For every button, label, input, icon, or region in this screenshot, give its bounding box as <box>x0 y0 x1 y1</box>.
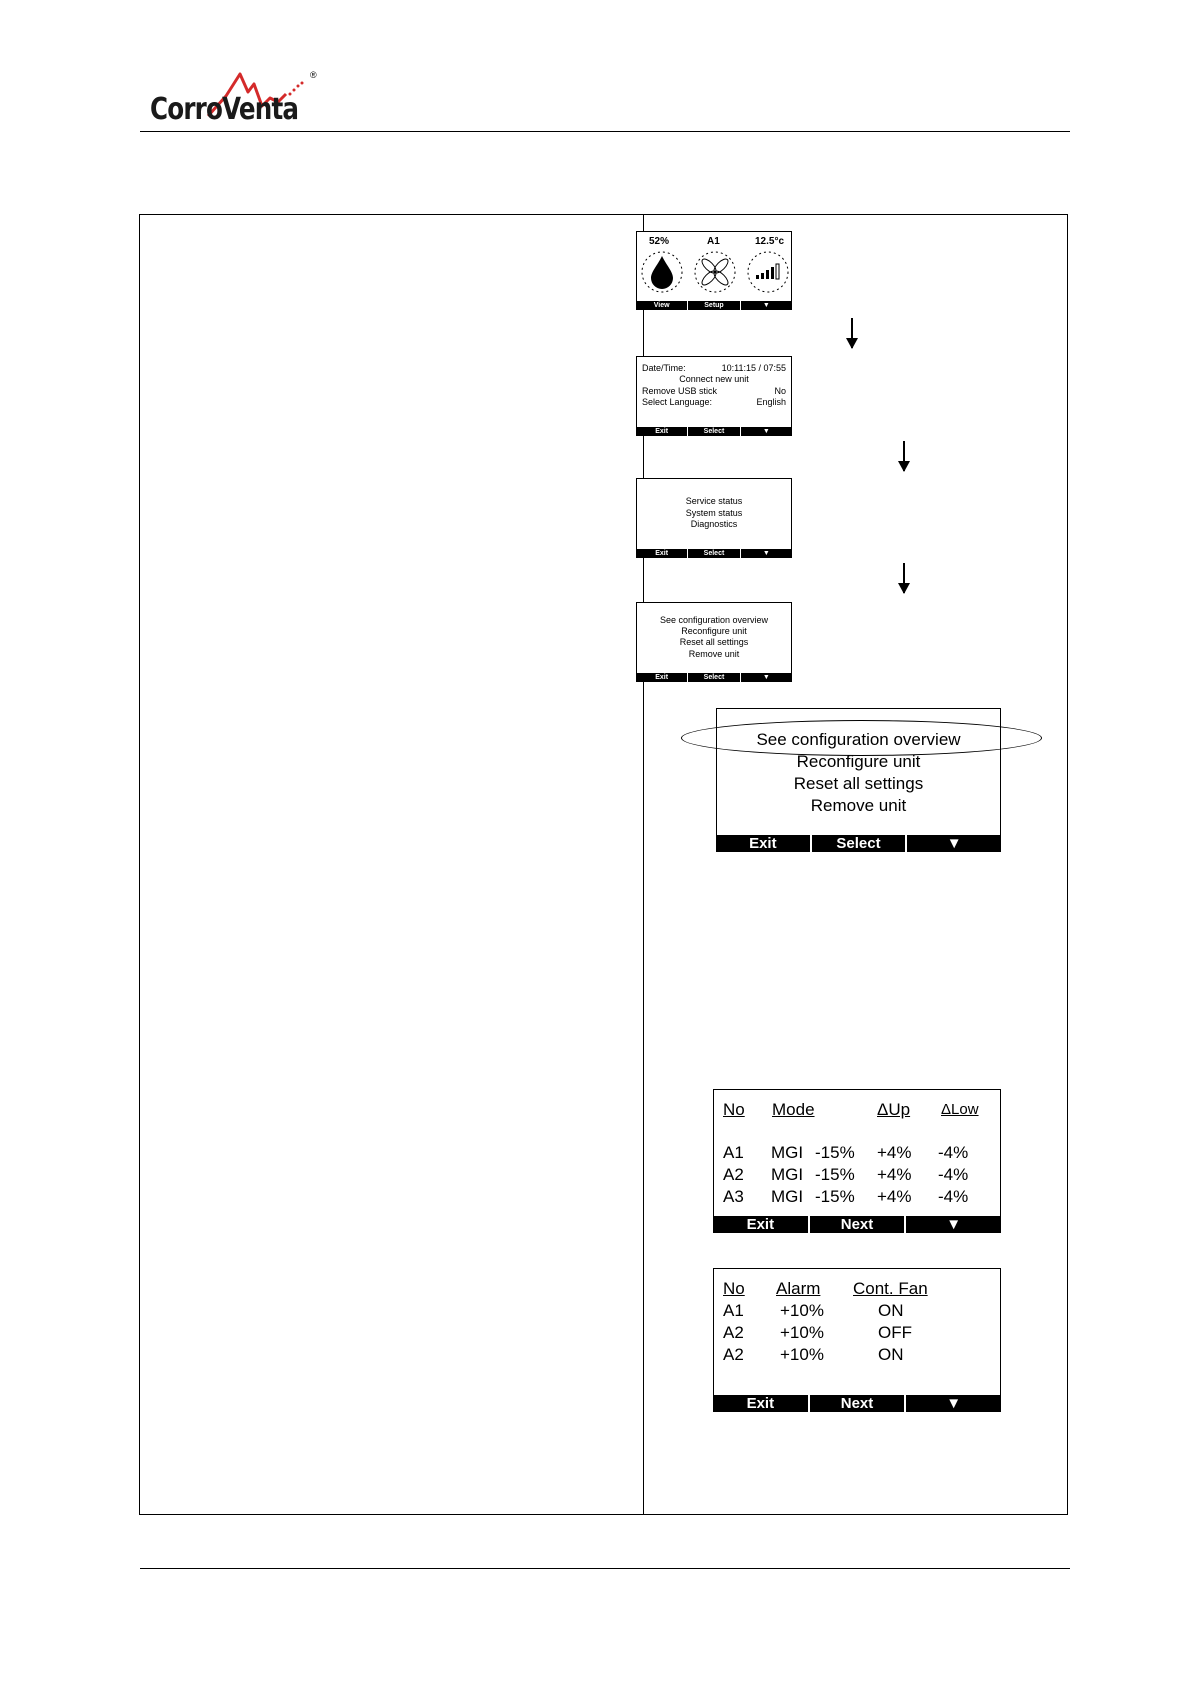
select-button[interactable]: Select <box>812 835 908 852</box>
softkey-bar <box>716 835 1001 852</box>
flow-arrow <box>903 563 905 593</box>
configuration-overview-screen-2 <box>713 1268 1001 1412</box>
mode-value: MGI <box>771 1165 804 1184</box>
flow-arrow <box>903 441 905 471</box>
row-label: Date/Time: <box>642 363 686 373</box>
alarm-value: +10% <box>780 1323 824 1342</box>
delta-up-value: +4% <box>877 1165 912 1184</box>
logo-text: CorroVenta <box>150 92 299 127</box>
column-header-delta-up: ΔUp <box>877 1100 911 1119</box>
see-configuration-item[interactable]: See configuration overview <box>659 615 769 625</box>
humidity-value: 52% <box>649 236 670 247</box>
configuration-overview-screen-1 <box>713 1089 1001 1233</box>
temperature-value: 12.5°c <box>755 236 785 247</box>
view-button[interactable]: View <box>636 301 688 310</box>
delta-low-value: -4% <box>938 1187 969 1206</box>
down-arrow-button[interactable]: ▼ <box>946 1395 962 1412</box>
mode-value: MGI <box>771 1143 804 1162</box>
cont-fan-value: ON <box>878 1345 904 1364</box>
exit-button[interactable]: Exit <box>636 549 688 558</box>
remove-unit-item[interactable]: Remove unit <box>688 649 740 659</box>
exit-button[interactable]: Exit <box>636 673 688 682</box>
column-header-delta-low: ΔLow <box>941 1101 979 1118</box>
unit-id: A2 <box>723 1165 744 1184</box>
mode-offset: -15% <box>815 1187 855 1206</box>
status-menu-screen <box>636 478 792 558</box>
see-configuration-item[interactable]: See configuration overview <box>756 730 961 749</box>
delta-low-value: -4% <box>938 1143 969 1162</box>
fan-icon <box>695 252 735 292</box>
remove-usb-row[interactable] <box>642 386 786 397</box>
exit-button[interactable]: Exit <box>713 1216 810 1233</box>
next-button[interactable]: Next <box>810 1395 907 1412</box>
droplet-icon <box>642 252 682 292</box>
unit-id: A2 <box>723 1345 744 1364</box>
reconfigure-unit-item[interactable]: Reconfigure unit <box>796 752 921 771</box>
corroventa-logo <box>150 66 325 134</box>
down-arrow-button[interactable]: ▼ <box>762 302 770 309</box>
column-header-no: No <box>723 1100 745 1119</box>
reset-settings-item[interactable]: Reset all settings <box>679 637 749 647</box>
unit-value: A1 <box>707 236 720 247</box>
row-value: 10:11:15 / 07:55 <box>721 363 786 373</box>
mode-offset: -15% <box>815 1165 855 1184</box>
softkey-bar <box>636 301 792 310</box>
softkey-bar <box>636 673 792 682</box>
softkey-bar <box>636 427 792 436</box>
down-arrow-button[interactable]: ▼ <box>762 550 770 557</box>
row-value: No <box>774 386 786 396</box>
datetime-row <box>642 363 786 374</box>
cont-fan-value: ON <box>878 1301 904 1320</box>
mode-value: MGI <box>771 1187 804 1206</box>
status-icons <box>637 248 793 298</box>
connect-new-unit-item[interactable]: Connect new unit <box>679 374 749 384</box>
delta-low-value: -4% <box>938 1165 969 1184</box>
softkey-bar <box>713 1395 1001 1412</box>
setup-button[interactable]: Setup <box>688 301 740 310</box>
unit-id: A1 <box>723 1301 744 1320</box>
system-status-item[interactable]: System status <box>685 508 743 518</box>
language-row[interactable] <box>642 397 786 408</box>
highlight-ellipse <box>681 720 1042 756</box>
footer-rule <box>140 1568 1070 1569</box>
select-button[interactable]: Select <box>688 673 740 682</box>
down-arrow-button[interactable]: ▼ <box>762 428 770 435</box>
service-status-item[interactable]: Service status <box>685 496 743 506</box>
unit-id: A2 <box>723 1323 744 1342</box>
softkey-bar <box>713 1216 1001 1233</box>
down-arrow-button[interactable]: ▼ <box>946 1216 962 1233</box>
column-header-alarm: Alarm <box>776 1279 821 1298</box>
alarm-value: +10% <box>780 1301 824 1320</box>
remove-unit-item[interactable]: Remove unit <box>810 796 907 815</box>
header-rule <box>140 131 1070 132</box>
reconfigure-unit-item[interactable]: Reconfigure unit <box>681 626 747 636</box>
exit-button[interactable]: Exit <box>716 835 812 852</box>
column-header-cont-fan: Cont. Fan <box>853 1279 928 1298</box>
alarm-value: +10% <box>780 1345 824 1364</box>
mode-offset: -15% <box>815 1143 855 1162</box>
down-arrow-button[interactable]: ▼ <box>946 835 962 852</box>
unit-id: A1 <box>723 1143 744 1162</box>
main-display-screen <box>636 231 792 310</box>
registered-mark: ® <box>310 70 317 80</box>
softkey-bar <box>636 549 792 558</box>
delta-up-value: +4% <box>877 1187 912 1206</box>
select-button[interactable]: Select <box>688 427 740 436</box>
signal-bars-icon <box>748 252 788 292</box>
row-value: English <box>756 397 786 407</box>
row-label: Remove USB stick <box>642 386 718 396</box>
next-button[interactable]: Next <box>810 1216 907 1233</box>
configuration-menu-screen <box>636 602 792 682</box>
diagnostics-item[interactable]: Diagnostics <box>690 519 738 529</box>
column-header-no: No <box>723 1279 745 1298</box>
exit-button[interactable]: Exit <box>713 1395 810 1412</box>
down-arrow-button[interactable]: ▼ <box>762 674 770 681</box>
flow-arrow <box>851 318 853 348</box>
exit-button[interactable]: Exit <box>636 427 688 436</box>
setup-screen <box>636 356 792 436</box>
unit-id: A3 <box>723 1187 744 1206</box>
select-button[interactable]: Select <box>688 549 740 558</box>
delta-up-value: +4% <box>877 1143 912 1162</box>
row-label: Select Language: <box>642 397 713 407</box>
cont-fan-value: OFF <box>878 1323 912 1342</box>
column-header-mode: Mode <box>772 1100 815 1119</box>
reset-settings-item[interactable]: Reset all settings <box>793 774 924 793</box>
